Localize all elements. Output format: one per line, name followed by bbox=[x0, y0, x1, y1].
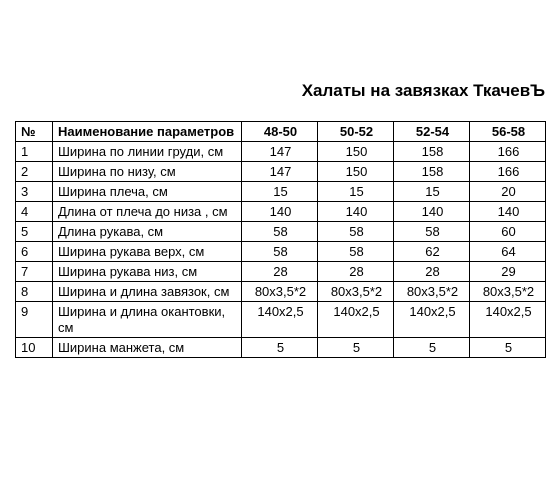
row-value: 158 bbox=[394, 162, 470, 182]
row-value: 5 bbox=[394, 338, 470, 358]
row-parameter-name: Ширина и длина завязок, см bbox=[53, 282, 242, 302]
header-parameter-name: Наименование параметров bbox=[53, 122, 242, 142]
table-row bbox=[16, 282, 546, 302]
row-parameter-name: Ширина плеча, см bbox=[53, 182, 242, 202]
header-size-48-50: 48-50 bbox=[242, 122, 318, 142]
header-size-52-54: 52-54 bbox=[394, 122, 470, 142]
row-parameter-name: Длина рукава, см bbox=[53, 222, 242, 242]
row-value: 140 bbox=[470, 202, 546, 222]
row-value: 15 bbox=[394, 182, 470, 202]
row-number: 10 bbox=[16, 338, 53, 358]
page-title: Халаты на завязках ТкачевЪ bbox=[301, 81, 545, 100]
row-value: 166 bbox=[470, 142, 546, 162]
row-value: 28 bbox=[394, 262, 470, 282]
header-size-50-52: 50-52 bbox=[318, 122, 394, 142]
row-parameter-name: Ширина рукава верх, см bbox=[53, 242, 242, 262]
row-value: 29 bbox=[470, 262, 546, 282]
row-value: 58 bbox=[242, 222, 318, 242]
size-table bbox=[15, 121, 546, 358]
row-value: 147 bbox=[242, 142, 318, 162]
row-value: 140х2,5 bbox=[470, 302, 546, 338]
row-value: 147 bbox=[242, 162, 318, 182]
table-row bbox=[16, 242, 546, 262]
row-value: 28 bbox=[318, 262, 394, 282]
row-value: 80х3,5*2 bbox=[470, 282, 546, 302]
row-number: 8 bbox=[16, 282, 53, 302]
table-row bbox=[16, 338, 546, 358]
row-value: 140 bbox=[394, 202, 470, 222]
row-value: 58 bbox=[318, 222, 394, 242]
row-value: 15 bbox=[318, 182, 394, 202]
row-parameter-name: Ширина по низу, см bbox=[53, 162, 242, 182]
row-number: 9 bbox=[16, 302, 53, 338]
row-value: 140 bbox=[242, 202, 318, 222]
row-value: 64 bbox=[470, 242, 546, 262]
table-row bbox=[16, 222, 546, 242]
row-parameter-name: Ширина по линии груди, см bbox=[53, 142, 242, 162]
table-header-row bbox=[16, 122, 546, 142]
row-value: 62 bbox=[394, 242, 470, 262]
row-value: 80х3,5*2 bbox=[242, 282, 318, 302]
row-parameter-name: Ширина рукава низ, см bbox=[53, 262, 242, 282]
row-value: 80х3,5*2 bbox=[318, 282, 394, 302]
row-value: 166 bbox=[470, 162, 546, 182]
row-value: 5 bbox=[470, 338, 546, 358]
row-value: 80х3,5*2 bbox=[394, 282, 470, 302]
row-value: 58 bbox=[318, 242, 394, 262]
row-value: 15 bbox=[242, 182, 318, 202]
table-row bbox=[16, 182, 546, 202]
row-value: 5 bbox=[242, 338, 318, 358]
row-value: 140х2,5 bbox=[242, 302, 318, 338]
row-number: 2 bbox=[16, 162, 53, 182]
row-value: 140х2,5 bbox=[394, 302, 470, 338]
row-value: 58 bbox=[394, 222, 470, 242]
table-row bbox=[16, 162, 546, 182]
row-value: 5 bbox=[318, 338, 394, 358]
table-row bbox=[16, 142, 546, 162]
table-row bbox=[16, 302, 546, 338]
table-row bbox=[16, 202, 546, 222]
row-value: 140х2,5 bbox=[318, 302, 394, 338]
row-value: 58 bbox=[242, 242, 318, 262]
row-value: 150 bbox=[318, 162, 394, 182]
row-value: 20 bbox=[470, 182, 546, 202]
row-parameter-name: Ширина манжета, см bbox=[53, 338, 242, 358]
row-number: 5 bbox=[16, 222, 53, 242]
header-size-56-58: 56-58 bbox=[470, 122, 546, 142]
row-number: 6 bbox=[16, 242, 53, 262]
row-value: 140 bbox=[318, 202, 394, 222]
row-parameter-name: Ширина и длина окантовки, см bbox=[53, 302, 242, 338]
row-number: 1 bbox=[16, 142, 53, 162]
row-value: 150 bbox=[318, 142, 394, 162]
row-value: 158 bbox=[394, 142, 470, 162]
row-parameter-name: Длина от плеча до низа , см bbox=[53, 202, 242, 222]
row-value: 28 bbox=[242, 262, 318, 282]
row-number: 4 bbox=[16, 202, 53, 222]
row-number: 7 bbox=[16, 262, 53, 282]
header-number: № bbox=[16, 122, 53, 142]
table-row bbox=[16, 262, 546, 282]
row-value: 60 bbox=[470, 222, 546, 242]
row-number: 3 bbox=[16, 182, 53, 202]
